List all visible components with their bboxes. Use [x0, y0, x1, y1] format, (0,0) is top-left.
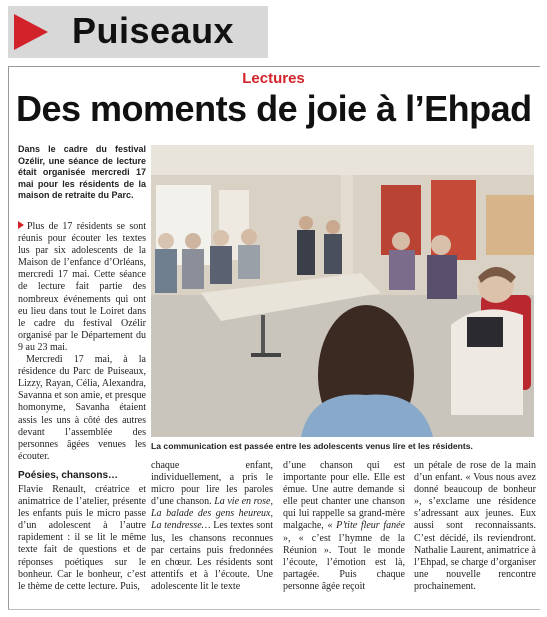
paragraph [151, 460, 273, 593]
text-run: », « c’est l’hymne de la Réunion ». Tout le monde l’écoute, l’émotion est là, partagée. Puis chaque personne âgée reçoit [283, 532, 405, 592]
frame-rule-top [8, 66, 540, 67]
song-title: P’tite fleur fanée [336, 520, 405, 532]
paragraph [18, 221, 146, 354]
article-subhead: Poésies, chansons… [18, 470, 119, 481]
text-run: chaque enfant, individuellement, a pris le micro pour lire les paroles d’une chanson. [151, 460, 273, 508]
article-kicker: Lectures [242, 70, 305, 87]
frame-rule-left [8, 66, 9, 610]
text-run: Les textes sont lus, les chansons reconnues par certains puis fredonnées en chœur. Les résidents sont attentifs et à l’écoute. Une adolescente lit le texte [151, 520, 273, 592]
article-lede: Dans le cadre du festival Ozélir, une séance de lecture était organisée mercredi 17 mai pour les résidents de la maison de retraite du Parc. [18, 144, 146, 201]
article-column-3 [283, 460, 405, 593]
paragraph [283, 460, 405, 593]
paragraph: Mercredi 17 mai, à la résidence du Parc de Puiseaux, Lizzy, Rayan, Célia, Alexandra, Savanna et son amie, et presque homonyme, Savanha étaient assis les uns à côté des autres devant l’assemblée des personnes âgées venues les écouter. [18, 354, 146, 462]
paragraph-text: Plus de 17 résidents se sont réunis pour écouter les textes lus par six adolescents de la Maison de l’enfance d’Orléans, mercredi 17 mai. Cette séance de lecture fait partie des nombreux événements qui ont eu lieu dans tout le Loiret dans le cadre du festival Ozélir organisé par le Département du 9 au 23 mai. [18, 221, 146, 353]
paragraph-marker-icon [18, 221, 24, 229]
section-arrow-icon [14, 14, 48, 50]
photo-caption: La communication est passée entre les adolescents venus lire et les résidents. [151, 441, 473, 451]
paragraph: un pétale de rose de la main d’un enfant. « Vous nous avez donné beaucoup de bonheur », s’exclame une résidence s’adressant aux jeunes. Eux aussi sont reconnaissants. C’est décidé, ils reviendront. Nathalie Laurent, animatrice à l’Ehpad, se charge d’organiser une nouvelle rencontre prochainement. [414, 460, 536, 592]
article-column-2 [151, 460, 273, 593]
paragraph: Flavie Renault, créatrice et animatrice de l’atelier, présente les enfants puis le micro passe d’un adolescent à l’autre rapidement : il se lit le même texte fait de questions et de réponses poétiques sur le bonheur. Car le bonheur, c’est le thème de cette lecture. Puis, [18, 484, 146, 592]
article-photo [151, 145, 534, 437]
frame-rule-bottom [8, 609, 540, 610]
article-column-4 [414, 460, 536, 593]
photo-illustration [151, 145, 534, 437]
text-run: d’une chanson qui est importante pour elle. Elle est émue. Une autre demande si elle peut chanter une chanson qui lui rappelle sa grand-mère malgache, « [283, 460, 405, 532]
song-titles: La vie en rose, La balade des gens heureux, La tendresse… [151, 496, 273, 532]
article-headline: Des moments de joie à l’Ehpad [16, 88, 532, 129]
article-column-1 [18, 221, 146, 463]
article-column-1-continued [18, 484, 146, 593]
section-title: Puiseaux [72, 10, 235, 51]
